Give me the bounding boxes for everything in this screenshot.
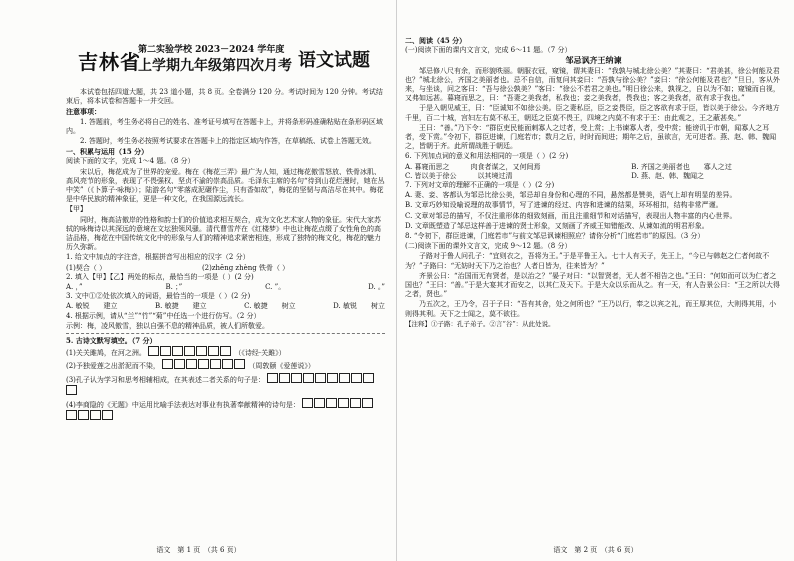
extra-text-para-1: 子路对于鲁人问孔子：“宜则衣之，吾将为王。”于是平鲁王入。七十人有天子，先王上，“今已与韩赵之仁者何故不为？”子路曰：“无妨时天下乃之治也？人者日皆为，往来皆为？”: [405, 252, 770, 270]
q7-option-c: C. 文章对邹忌的描写，不仅注重形体的细致刻画，而且注重细节和对话描写，表现出人物丰富的内心世界。: [405, 211, 737, 220]
q6-option-c: C. 皆以美于徐公 以其境过清: [405, 171, 513, 180]
glossary: 【注释】①子路：孔子弟子。②言“谷”：从此处说。: [405, 319, 555, 328]
q2-option-d: D. 。”: [368, 283, 385, 292]
q3-option-b: B. 敏捷 建立: [155, 302, 207, 311]
q3-option-d: D. 敏锐 树立: [333, 302, 385, 311]
exam-term: 上学期九年级第四次月考: [138, 58, 292, 74]
school-year: 第二实验学校 2023－2024 学年度: [138, 45, 285, 55]
q5-line-3: (3)孔子认为学习和思考相辅相成，在其表述二者关系的句子是：: [66, 373, 385, 397]
question-8: 8. “令初下，群臣进谏，门庭若市”与前文邹忌讽谏相照应？请你分析“门庭若市”的原因。（3 分）: [405, 232, 705, 241]
question-3: 3. 文中①②处依次填入的词语，最恰当的一项是（ ）(2 分): [66, 292, 251, 301]
question-5: 5. 古诗文默写填空。（7 分）: [66, 336, 157, 346]
extra-text-para-3: 乃五次之，王乃令，召于子曰：“吾有其舍，处之何所也？”王乃以行，奉之以宾之礼，而王厚其位，大则得其用，小则得其利。天下之士闻之，莫不欲往。: [405, 300, 777, 318]
q3-option-a: A. 敏锐 建立: [66, 302, 118, 311]
question-6-options: [405, 163, 782, 181]
section-1-lead: 阅读下面的文字，完成 1～4 题。（8 分）: [66, 157, 195, 166]
question-2: 2. 填入【甲】【乙】两处的标点，最恰当的一项是（ ）(2 分): [66, 272, 254, 281]
question-6: 6. 下列加点词的意义和用法相同的一项是（ ）(2 分): [405, 152, 569, 161]
province-name: 吉林省: [78, 50, 141, 74]
passage-para-2: 同时，梅高洁傲岸的性格和韵士们的价值追求相互契合，成为文化艺术家人物的象征。宋代大家苏轼的咏梅诗以其深远的意境在文坛独领风骚。清代曹雪芹在《红楼梦》中也让梅花点缀了女性角色的高洁品格，梅花在中国传统文化中的形象与人们的精神追求紧密相连，形成了独特的梅文化，梅花的魅力历久弥新。: [66, 215, 381, 252]
q6-option-a: A. 暮寝而思之 肉食者谋之，又何间焉: [405, 162, 541, 171]
question-4: 4. 根据示例，请从“兰”“竹”“菊”中任选一个进行仿写。（2 分）: [66, 311, 261, 320]
classical-para-2: 于是入朝见威王，曰：“臣诚知不如徐公美。臣之妻私臣，臣之妾畏臣，臣之客欲有求于臣，皆以美于徐公。今齐地方千里，百二十城，宫妇左右莫不私王，朝廷之臣莫不畏王，四境之内莫不有求于王：由此观之，王之蔽甚矣。”: [405, 104, 780, 122]
right-body: [405, 36, 782, 330]
question-4-example: 示例：梅，凌风傲雪，独以自强不息的精神品质，被人们所敬爱。: [66, 321, 269, 330]
notes-title: 注意事项：: [66, 107, 101, 117]
q2-option-c: C. ”。: [265, 283, 286, 292]
classical-text-title: 邹忌讽齐王纳谏: [565, 55, 622, 66]
q1-part-b: (2)zhēng zhèng 铁骨（ ）: [201, 263, 290, 272]
section-2a-lead: (一)阅读下面的课内文言文，完成 6～11 题。（7 分）: [405, 46, 572, 55]
q5-line-1: (1)关关雎鸠，在河之洲。 （《诗经·关雎》）: [66, 346, 385, 358]
exam-intro: 本试卷包括四道大题，共 23 道小题，共 8 页。全卷满分 120 分。考试时间为 120 分钟。考试结束后，将本试卷和答题卡一并交回。: [66, 88, 383, 106]
q5-line-2: (2)予独爱莲之出淤泥而不染， （周敦颐《爱莲说》）: [66, 359, 385, 371]
classical-para-1: 邹忌修八尺有余，而形貌昳丽。朝服衣冠，窥镜，谓其妻曰：“我孰与城北徐公美？”其妻曰：“君美甚，徐公何能及君也？”城北徐公，齐国之美丽者也。忌不自信，而复问其妾曰：“吾孰与徐公美？”妾曰：“徐公何能及君也？”旦日，客从外来，与坐谈，问之客曰：“吾与徐公孰美？”客曰：“徐公不若君之美也。”明日徐公来，孰视之，自以为不如；窥镜而自视，又弗如远甚。暮寝而思之，曰：“吾妻之美我者，私我也；妾之美我者，畏我也；客之美我者，欲有求于我也。”: [405, 66, 780, 103]
q2-option-a: A. ，”: [66, 283, 83, 292]
q3-option-c: C. 敏捷 树立: [244, 302, 296, 311]
classical-para-3: 王曰：“善。”乃下令：“群臣吏民能面刺寡人之过者，受上赏；上书谏寡人者，受中赏；能谤讥于市朝，闻寡人之耳者，受下赏。”令初下，群臣进谏，门庭若市；数月之后，时时而间进；期年之后，虽欲言，无可进者。燕、赵、韩、魏闻之，皆朝于齐。此所谓战胜于朝廷。: [405, 123, 777, 151]
q6-option-b: B. 齐国之美丽者也 寡人之过: [631, 162, 732, 171]
passage-para-1: 宋以后，梅花成为了世界的宠爱。梅在《梅花三弄》最广为人知，通过梅花傲雪怒放、铁骨冰肌、高风亮节的形象，表现了不畏强权、坚贞不渝的崇高品质。毛泽东主席的名句“待到山花烂漫时，她在丛中笑”（《卜算子·咏梅》）；陆游名句“零落成泥碾作尘，只有香如故”，梅花的坚韧与高洁尽在其中。梅花是中华民族的精神象征，更是一种文化，在我国源远流长。: [66, 167, 385, 204]
question-1-parts: [66, 264, 385, 273]
page-footer-right: 语文 第 2 页 （共 6 页）: [553, 546, 638, 554]
question-2-options: [66, 283, 385, 292]
exam-subject: 语文试题: [298, 50, 370, 71]
q1-part-a: (1)契合（ ）: [66, 263, 107, 272]
section-1-title: 一、积累与运用（15 分）: [66, 147, 149, 157]
question-7: 7. 下列对文章的理解不正确的一项是（ ）(2 分): [405, 181, 555, 190]
note-2: 2. 答题时，考生务必按照考试要求在答题卡上的指定区域内作答，在草稿纸、试卷上答题无效。: [80, 137, 376, 146]
section-2b-lead: (二)阅读下面的课外文言文，完成 9～12 题。（8 分）: [405, 242, 572, 251]
q2-option-b: B. ；”: [165, 283, 183, 292]
note-1: 1. 答题前，考生务必将自己的姓名、准考证号填写在答题卡上，并将条形码准确粘贴在条形码区域内。: [66, 117, 383, 135]
q6-option-d: D. 燕、赵、韩、魏闻之: [631, 171, 705, 180]
q5-line-4: (4)李商隐的《无题》中运用比喻手法表达对事业有执著奉献精神的诗句是：: [66, 398, 385, 422]
exam-title-block: [78, 42, 378, 82]
bracket-jia: 【甲】: [66, 205, 87, 214]
left-body: [66, 88, 385, 424]
q7-option-b: B. 文章巧妙知设喻说理的故事情节，写了进谏的经过、内容和进谏的结果，环环相扣，结构非常严谨。: [405, 201, 723, 210]
extra-text-para-2: 齐景公曰：“治国而无有贤者，是以治之？”晏子对曰：“以智贤者，无人者不相告之也。”王曰：“何如而可以为仁者之国也？”王曰：“善。”于是大宴其才而安之，以其仁及天下。于是大众以乐而从之。有一天，有人告景公曰：“王之所以大得之者，贤也。”: [405, 271, 780, 299]
page-right: [397, 0, 794, 561]
page-footer-left: 语文 第 1 页 （共 6 页）: [156, 546, 241, 554]
q7-option-a: A. 妻、妾、客都认为邹忌比徐公美，邹忌却自身份和心理的不同，悬然都是赞美，语气上却有明显的差异。: [405, 191, 737, 200]
q7-option-d: D. 文章既塑造了邹忌这样善于进谏的贤士形象，又刻画了齐威王知错能改、从谏如流的明君形象。: [405, 221, 709, 230]
question-5-block: [66, 333, 385, 422]
question-1: 1. 给文中加点的字注音，根据拼音写出相应的汉字（2 分）: [66, 253, 250, 262]
section-2-title: 二、阅读（45 分）: [405, 36, 467, 45]
question-3-options: [66, 302, 385, 311]
